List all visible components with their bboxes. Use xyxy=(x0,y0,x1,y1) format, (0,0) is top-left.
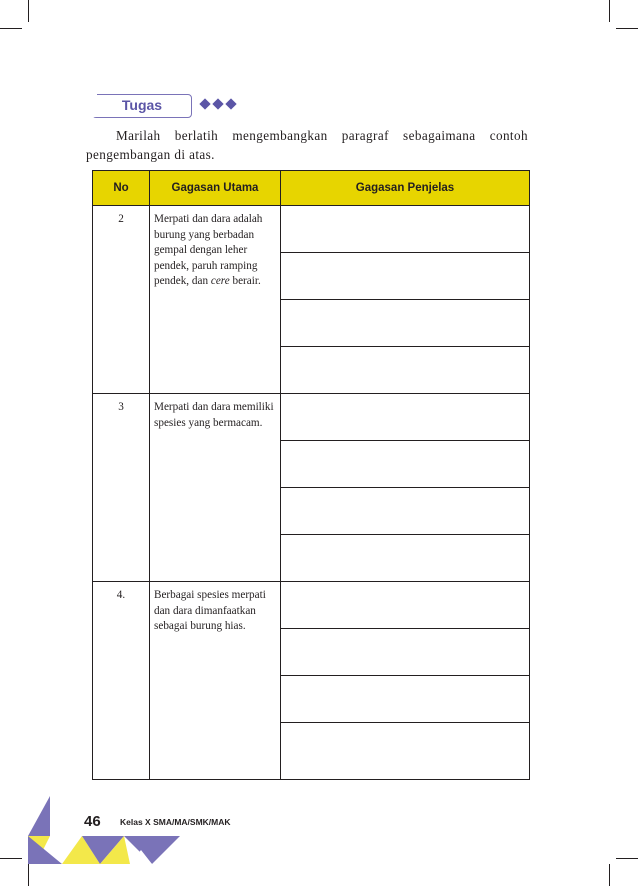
crop-mark xyxy=(0,28,22,29)
gagasan-utama-cell xyxy=(150,582,281,780)
crop-mark xyxy=(616,28,638,29)
table-row xyxy=(93,394,530,441)
footer-triangles-decoration xyxy=(0,796,200,866)
row-number: 4. xyxy=(93,582,150,780)
gagasan-italic: cere xyxy=(210,275,230,287)
gagasan-penjelas-field[interactable] xyxy=(281,723,530,780)
diamond-icon xyxy=(199,98,210,109)
triangle-shape xyxy=(28,796,50,836)
crop-mark xyxy=(609,0,610,22)
intro-line-1: Marilah berlatih mengembangkan paragraf sebagaimana contoh xyxy=(116,128,528,143)
gagasan-penjelas-field[interactable] xyxy=(281,676,530,723)
diamond-icon xyxy=(225,98,236,109)
crop-mark xyxy=(28,0,29,22)
crop-mark xyxy=(609,864,610,886)
gagasan-penjelas-field[interactable] xyxy=(281,629,530,676)
gagasan-utama-cell xyxy=(150,394,281,582)
gagasan-penjelas-field[interactable] xyxy=(281,535,530,582)
header-gagasan-penjelas: Gagasan Penjelas xyxy=(281,171,530,206)
exercise-table xyxy=(92,170,530,780)
page-number: 46 xyxy=(84,813,101,830)
gagasan-penjelas-field[interactable] xyxy=(281,394,530,441)
gagasan-penjelas-field[interactable] xyxy=(281,300,530,347)
table-row xyxy=(93,206,530,253)
intro-paragraph xyxy=(86,126,528,164)
crop-mark xyxy=(28,864,29,886)
section-label: Tugas xyxy=(92,94,192,118)
intro-line-2: pengembangan di atas. xyxy=(86,147,215,162)
header-gagasan-utama: Gagasan Utama xyxy=(150,171,281,206)
gagasan-text: Berbagai spesies merpati dan dara dimanfaatkan sebagai burung hias. xyxy=(154,589,266,632)
triangle-shape xyxy=(124,836,180,864)
table-row xyxy=(93,582,530,629)
header-no: No xyxy=(93,171,150,206)
gagasan-text: Merpati dan dara adalah burung yang berbadan gempal dengan leher pendek, paruh ramping pendek, dan xyxy=(154,213,263,287)
row-number: 2 xyxy=(93,206,150,394)
gagasan-penjelas-field[interactable] xyxy=(281,347,530,394)
gagasan-utama-cell xyxy=(150,206,281,394)
crop-mark xyxy=(616,858,638,859)
gagasan-text: Merpati dan dara memiliki spesies yang bermacam. xyxy=(154,401,274,429)
gagasan-penjelas-field[interactable] xyxy=(281,441,530,488)
diamond-ornament xyxy=(200,98,236,110)
gagasan-text-end: berair. xyxy=(229,275,261,287)
gagasan-penjelas-field[interactable] xyxy=(281,488,530,535)
gagasan-penjelas-field[interactable] xyxy=(281,253,530,300)
gagasan-penjelas-field[interactable] xyxy=(281,582,530,629)
row-number: 3 xyxy=(93,394,150,582)
gagasan-penjelas-field[interactable] xyxy=(281,206,530,253)
book-title: Kelas X SMA/MA/SMK/MAK xyxy=(120,817,231,827)
table-header-row xyxy=(93,171,530,206)
diamond-icon xyxy=(212,98,223,109)
